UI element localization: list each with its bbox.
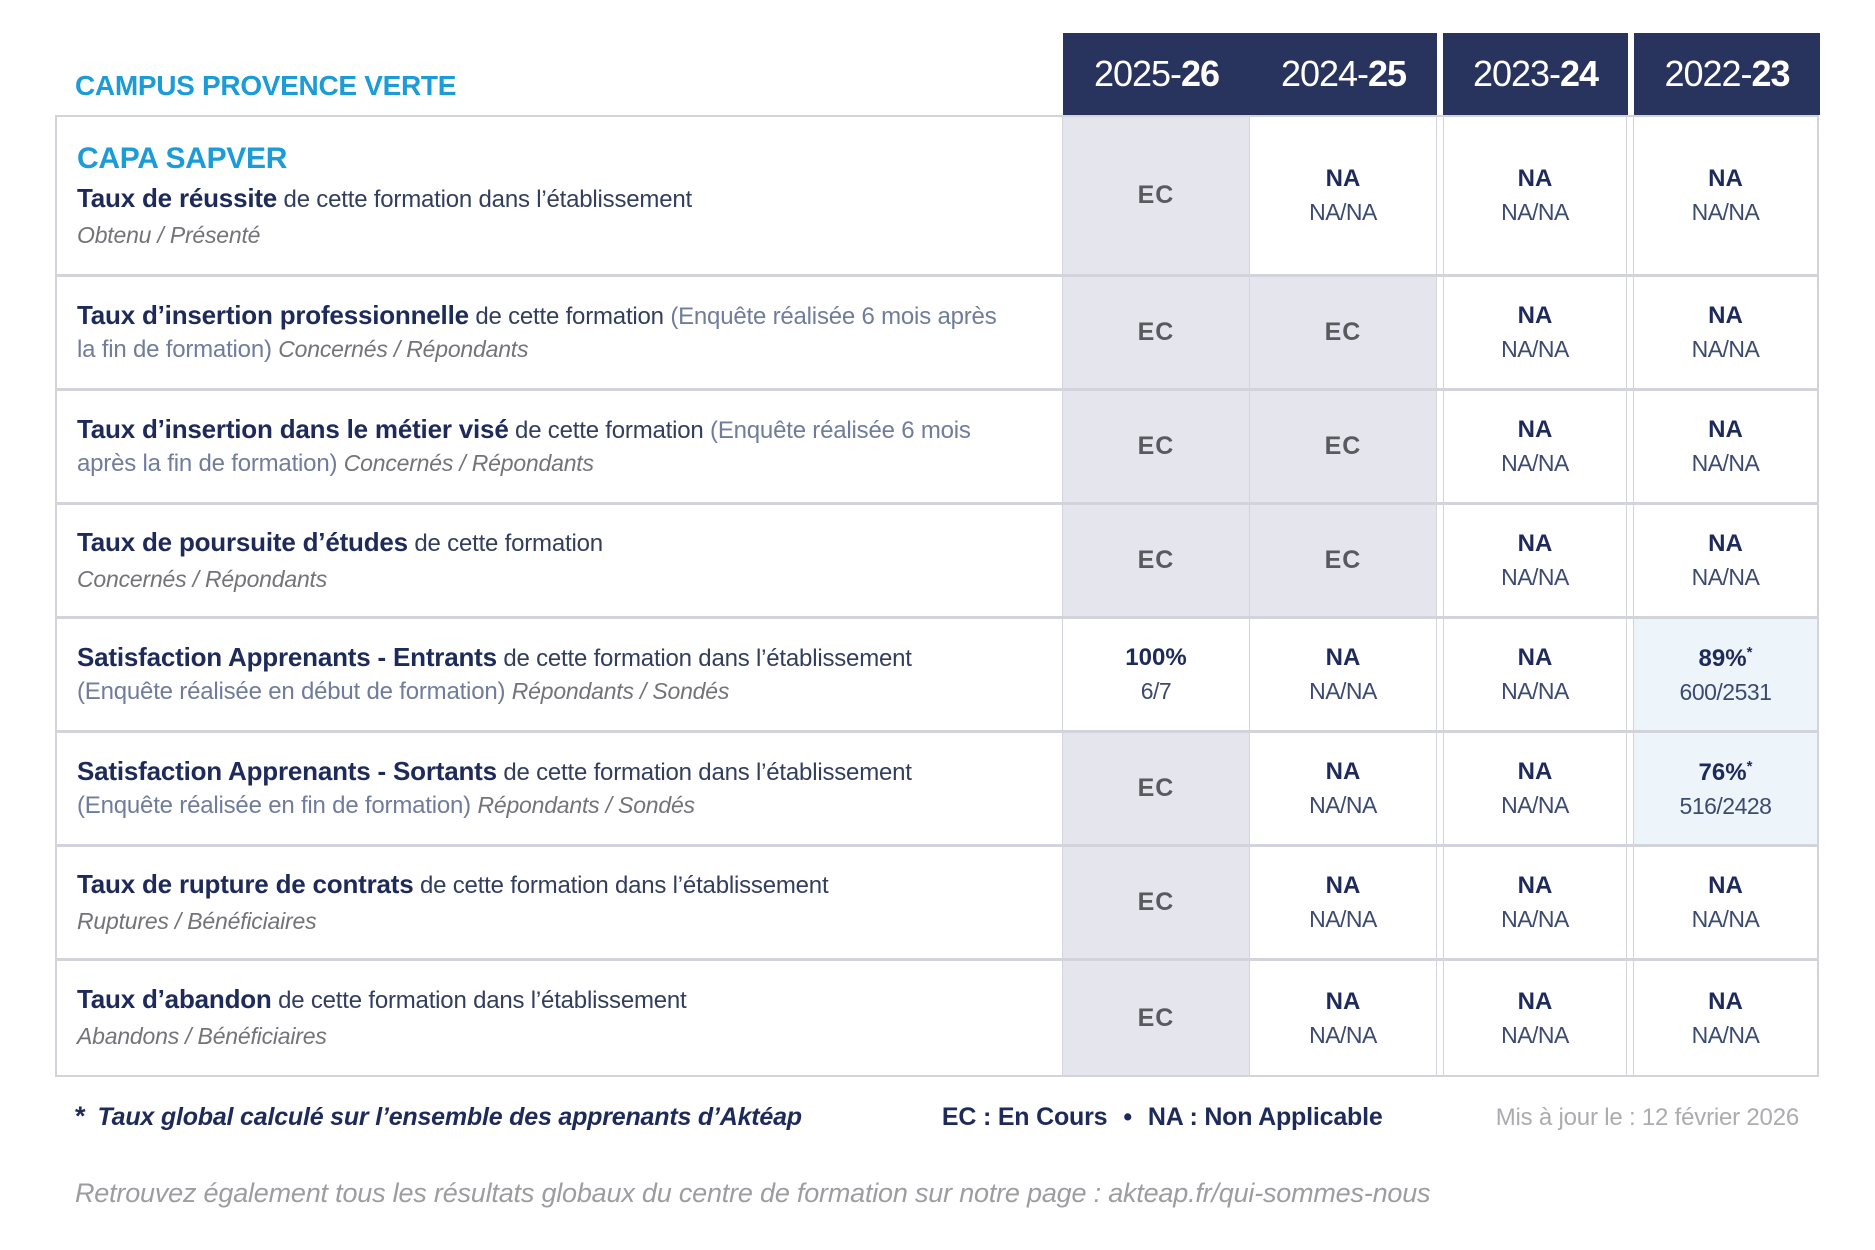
cell-value: NA xyxy=(1708,302,1743,329)
metric-label xyxy=(77,413,1002,480)
cell-value: EC xyxy=(1137,1003,1175,1032)
metric-title: Taux d’insertion professionnelle xyxy=(77,300,469,330)
cell-value: EC xyxy=(1324,318,1362,346)
cell-2022-23 xyxy=(1633,847,1817,958)
cell-2025-26 xyxy=(1063,961,1250,1075)
cell-sub-value: NA/NA xyxy=(1501,792,1569,818)
metric-survey-note: (Enquête réalisée 6 mois après la fin de formation) xyxy=(77,417,971,477)
cell-value xyxy=(1699,758,1753,787)
cell-sub-value: NA/NA xyxy=(1309,678,1377,704)
cell-2025-26 xyxy=(1063,847,1250,958)
cell-value: NA xyxy=(1325,165,1361,192)
cell-sub-value: 600/2531 xyxy=(1679,678,1772,705)
cell-value: NA xyxy=(1708,165,1743,192)
cell-2024-25 xyxy=(1250,117,1437,274)
cell-2023-24 xyxy=(1443,505,1627,616)
year-column-header xyxy=(1250,33,1437,115)
row-label xyxy=(57,619,1063,730)
metric-desc: de cette formation xyxy=(475,303,664,330)
bottom-note-text: Retrouvez également tous les résultats globaux du centre de formation sur notre page : xyxy=(75,1178,1109,1208)
cell-sub-value: NA/NA xyxy=(1501,1021,1569,1048)
year-prefix: 2025- xyxy=(1093,53,1182,94)
bottom-note xyxy=(55,1178,1875,1209)
cell-2022-23 xyxy=(1633,505,1817,616)
metric-label xyxy=(77,526,1002,596)
cell-sub-value: NA/NA xyxy=(1309,792,1377,818)
year-header-2022-23 xyxy=(1634,33,1820,115)
cell-value xyxy=(1699,644,1753,673)
metric-label xyxy=(77,755,1002,822)
program-title: CAPA SAPVER xyxy=(77,141,288,175)
metric-survey-note: (Enquête réalisée 6 mois après la fin de formation) xyxy=(77,303,997,363)
cell-sub-value: NA/NA xyxy=(1501,336,1569,362)
cell-2022-23 xyxy=(1633,277,1817,388)
cell-value: EC xyxy=(1137,774,1175,802)
metric-survey-note: (Enquête réalisée en début de formation) xyxy=(77,678,506,705)
cell-value: NA xyxy=(1708,872,1743,899)
cell-sub-value: 6/7 xyxy=(1140,678,1172,704)
cell-2024-25 xyxy=(1250,505,1437,616)
table-row xyxy=(57,277,1817,391)
cell-sub-value: NA/NA xyxy=(1501,450,1569,476)
row-label xyxy=(57,391,1063,502)
table-row xyxy=(57,733,1817,847)
cell-value: NA xyxy=(1708,987,1743,1015)
cell-value: NA xyxy=(1708,416,1743,443)
metric-ratio-label: Ruptures / Bénéficiaires xyxy=(77,907,317,934)
metric-ratio-label: Abandons / Bénéficiaires xyxy=(77,1023,327,1049)
footnote-text: Taux global calculé sur l’ensemble des apprenants d’Aktéap xyxy=(97,1103,802,1131)
cell-value: NA xyxy=(1517,416,1553,443)
cell-value: NA xyxy=(1708,530,1743,557)
cell-value: EC xyxy=(1324,432,1362,460)
cell-2024-25 xyxy=(1250,619,1437,730)
metric-title: Taux de poursuite d’études xyxy=(77,526,408,557)
table-row xyxy=(57,117,1817,277)
row-label xyxy=(57,847,1063,958)
row-label xyxy=(57,505,1063,616)
cell-2025-26 xyxy=(1063,733,1250,844)
cell-sub-value: NA/NA xyxy=(1501,199,1569,225)
cell-2023-24 xyxy=(1443,847,1627,958)
header-left xyxy=(55,33,1063,115)
table-header-row xyxy=(55,33,1875,115)
metric-desc: de cette formation dans l’établissement xyxy=(503,759,912,786)
year-suffix: 25 xyxy=(1368,53,1407,94)
year-header-group-recent xyxy=(1063,33,1437,115)
cell-sub-value: 516/2428 xyxy=(1679,792,1772,819)
metric-label xyxy=(77,983,1002,1053)
cell-sub-value: NA/NA xyxy=(1501,906,1569,932)
cell-sub-value: NA/NA xyxy=(1691,906,1760,932)
metric-title: Taux de rupture de contrats xyxy=(77,868,414,899)
cell-value: NA xyxy=(1325,872,1361,899)
metric-label xyxy=(77,299,1002,366)
cell-value: NA xyxy=(1517,872,1553,899)
cell-value: EC xyxy=(1137,181,1175,209)
legend xyxy=(942,1103,1383,1132)
year-column-header xyxy=(1063,33,1250,115)
metric-label xyxy=(77,641,1002,708)
cell-2023-24 xyxy=(1443,619,1627,730)
cell-value: NA xyxy=(1517,530,1553,557)
legend-ec: EC : En Cours xyxy=(941,1103,1108,1131)
cell-2023-24 xyxy=(1443,277,1627,388)
table-row xyxy=(57,847,1817,961)
year-prefix: 2023- xyxy=(1472,53,1561,94)
cell-2024-25 xyxy=(1250,277,1437,388)
footnote-star: * xyxy=(75,1101,86,1131)
metric-title: Taux d’abandon xyxy=(77,984,272,1014)
metric-survey-note: (Enquête réalisée en fin de formation) xyxy=(77,792,471,819)
cell-value: NA xyxy=(1517,644,1553,671)
cell-value: EC xyxy=(1137,546,1175,574)
year-column-header xyxy=(1634,33,1820,115)
cell-2022-23 xyxy=(1633,733,1817,844)
cell-2024-25 xyxy=(1250,391,1437,502)
cell-value-text: 89% xyxy=(1698,644,1747,672)
year-prefix: 2024- xyxy=(1280,53,1369,94)
cell-value: NA xyxy=(1517,758,1553,785)
table-row xyxy=(57,505,1817,619)
cell-value: NA xyxy=(1325,644,1361,671)
cell-value: NA xyxy=(1517,987,1553,1015)
cell-value: EC xyxy=(1324,546,1362,574)
cell-value: NA xyxy=(1325,758,1361,785)
cell-sub-value: NA/NA xyxy=(1691,336,1760,362)
cell-2024-25 xyxy=(1250,733,1437,844)
metric-desc: de cette formation dans l’établissement xyxy=(419,871,829,899)
cell-2025-26 xyxy=(1063,277,1250,388)
cell-2024-25 xyxy=(1250,961,1437,1075)
cell-2023-24 xyxy=(1443,391,1627,502)
cell-value: NA xyxy=(1517,165,1553,192)
cell-value: NA xyxy=(1517,302,1553,329)
metric-title: Taux de réussite xyxy=(77,182,278,213)
cell-2022-23 xyxy=(1633,391,1817,502)
cell-value: EC xyxy=(1137,318,1175,346)
cell-2022-23 xyxy=(1633,117,1817,274)
metric-desc: de cette formation xyxy=(515,417,704,444)
metric-ratio-label: Concernés / Répondants xyxy=(77,565,328,592)
metric-title: Satisfaction Apprenants - Sortants xyxy=(77,756,497,786)
cell-2025-26 xyxy=(1063,391,1250,502)
row-label xyxy=(57,277,1063,388)
cell-sub-value: NA/NA xyxy=(1309,199,1377,225)
footnote-row xyxy=(55,1101,1799,1132)
year-prefix: 2022- xyxy=(1664,53,1752,94)
cell-value: EC xyxy=(1137,888,1175,916)
cell-sub-value: NA/NA xyxy=(1691,199,1760,225)
cell-2023-24 xyxy=(1443,733,1627,844)
cell-value: 100% xyxy=(1125,644,1187,671)
table-row xyxy=(57,391,1817,505)
metric-ratio-label: Répondants / Sondés xyxy=(511,678,730,704)
asterisk-note: * xyxy=(1746,643,1753,661)
metric-ratio-label: Répondants / Sondés xyxy=(477,792,695,818)
cell-2025-26 xyxy=(1063,619,1250,730)
metric-desc: de cette formation dans l’établissement xyxy=(283,185,692,213)
legend-na: NA : Non Applicable xyxy=(1147,1103,1383,1131)
metric-label xyxy=(77,868,1002,938)
row-label xyxy=(57,117,1063,274)
cell-sub-value: NA/NA xyxy=(1501,564,1569,590)
row-label xyxy=(57,961,1063,1075)
year-column-header xyxy=(1443,33,1628,115)
row-label xyxy=(57,733,1063,844)
cell-2023-24 xyxy=(1443,117,1627,274)
metric-desc: de cette formation dans l’établissement xyxy=(278,987,687,1014)
cell-value: NA xyxy=(1325,987,1361,1015)
cell-sub-value: NA/NA xyxy=(1691,450,1760,476)
cell-sub-value: NA/NA xyxy=(1309,1021,1377,1048)
akteap-link[interactable]: akteap.fr/qui-sommes-nous xyxy=(1108,1178,1431,1208)
metric-ratio-label: Concernés / Répondants xyxy=(278,336,529,362)
year-suffix: 23 xyxy=(1751,53,1790,94)
metric-title: Satisfaction Apprenants - Entrants xyxy=(77,642,497,672)
results-table xyxy=(55,115,1819,1077)
metric-label xyxy=(77,182,1002,252)
cell-2022-23 xyxy=(1633,619,1817,730)
year-suffix: 24 xyxy=(1560,53,1599,94)
legend-bullet: • xyxy=(1123,1103,1132,1131)
asterisk-note: * xyxy=(1746,757,1753,775)
updated-date: Mis à jour le : 12 février 2026 xyxy=(1495,1104,1799,1131)
table-row xyxy=(57,619,1817,733)
campus-title: CAMPUS PROVENCE VERTE xyxy=(75,70,457,101)
metric-ratio-label: Obtenu / Présenté xyxy=(77,221,261,248)
table-row xyxy=(57,961,1817,1075)
metric-ratio-label: Concernés / Répondants xyxy=(343,450,594,476)
cell-value: EC xyxy=(1137,432,1175,460)
metric-desc: de cette formation dans l’établissement xyxy=(503,645,912,672)
year-suffix: 26 xyxy=(1181,53,1220,94)
metric-desc: de cette formation xyxy=(414,529,603,557)
cell-2025-26 xyxy=(1063,117,1250,274)
cell-sub-value: NA/NA xyxy=(1691,564,1760,590)
metric-title: Taux d’insertion dans le métier visé xyxy=(77,414,509,444)
cell-sub-value: NA/NA xyxy=(1691,1021,1760,1048)
cell-2022-23 xyxy=(1633,961,1817,1075)
cell-2025-26 xyxy=(1063,505,1250,616)
year-header-2023-24 xyxy=(1443,33,1628,115)
cell-2023-24 xyxy=(1443,961,1627,1075)
cell-2024-25 xyxy=(1250,847,1437,958)
cell-value-text: 76% xyxy=(1698,758,1747,786)
cell-sub-value: NA/NA xyxy=(1309,906,1377,932)
cell-sub-value: NA/NA xyxy=(1501,678,1569,704)
